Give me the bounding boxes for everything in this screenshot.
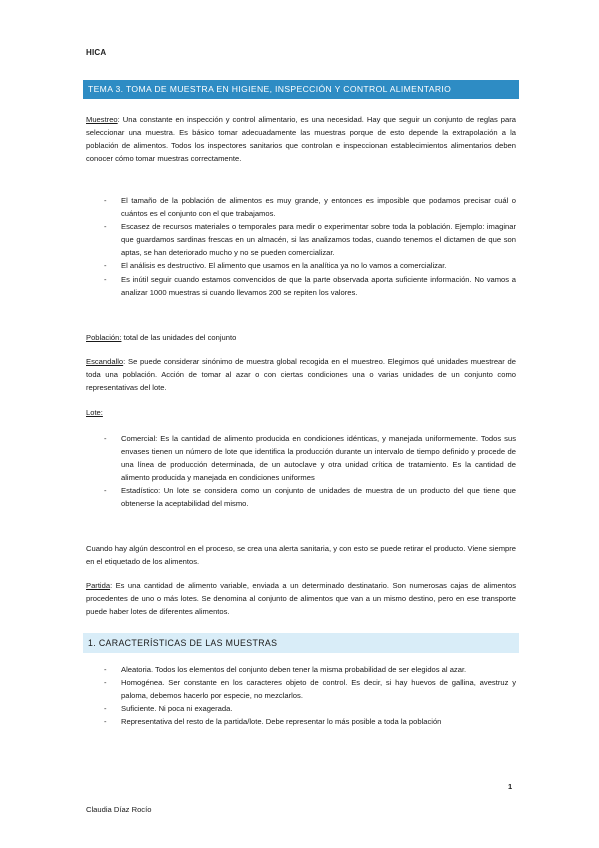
list-item-text: Escasez de recursos materiales o temporales para medir o experimentar sobre toda la población. Ejemplo: imaginar que guardamos sardinas frescas en un almacén, si las analizamos todas, cuando tenemos el dictamen de que son aptas, se han deteriorado mucho y no se pueden comercializar. — [121, 222, 516, 258]
list-item-text: Suficiente. Ni poca ni exagerada. — [121, 704, 233, 714]
poblacion-definition: total de las unidades del conjunto — [121, 333, 237, 342]
poblacion-term: Población: — [86, 333, 122, 342]
lote-term: Lote: — [86, 408, 103, 417]
dash-bullet: - — [104, 434, 107, 443]
dash-bullet: - — [104, 704, 107, 714]
muestreo-paragraph — [86, 113, 516, 165]
list-item-text: Homogénea. Ser constante en los caracteres objeto de control. Es decir, si hay huevos de gallina, avestruz y paloma, debemos hacerlo por especie, no mezclarlos. — [121, 678, 516, 701]
characteristics-list — [86, 663, 516, 728]
list-item-text: Representativa del resto de la partida/lote. Debe representar lo más posible a toda la población — [121, 717, 442, 727]
muestreo-reasons-list — [86, 194, 516, 299]
descontrol-paragraph: Cuando hay algún descontrol en el proceso, se crea una alerta sanitaria, y con esto se puede retirar el producto. Viene siempre en el etiquetado de los alimentos. — [86, 544, 516, 567]
partida-definition: : Es una cantidad de alimento variable, enviada a un determinado destinatario. Son numerosas cajas de alimentos procedentes de uno o más lotes. Se denomina al conjunto de alimentos que van a un mismo destino, pero en ese transporte puede haber lotes de diferentes alimentos. — [86, 581, 516, 617]
poblacion-paragraph — [86, 331, 516, 344]
partida-term: Partida — [86, 581, 111, 590]
dash-bullet: - — [104, 717, 107, 727]
footer-author: Claudia Díaz Rocío — [86, 805, 152, 814]
list-item-text: Estadístico: Un lote se considera como un conjunto de unidades de muestra de un producto del que tiene que obtenerse la aceptabilidad del mismo. — [121, 486, 516, 509]
escandallo-definition: : Se puede considerar sinónimo de muestra global recogida en el muestreo. Elegimos qué unidades muestrear de toda una población. Acción de tomar al azar o con ciertas condiciones una o varias unidades de un conjunto como representativas del lote. — [86, 357, 516, 393]
dash-bullet: - — [104, 665, 107, 674]
page-number: 1 — [508, 782, 513, 791]
dash-bullet: - — [104, 261, 107, 271]
list-item — [86, 484, 516, 510]
list-item — [86, 194, 516, 220]
list-item — [86, 715, 516, 728]
dash-bullet: - — [104, 196, 107, 205]
list-item — [86, 273, 516, 299]
chapter-title: TEMA 3. TOMA DE MUESTRA EN HIGIENE, INSPECCIÓN Y CONTROL ALIMENTARIO — [83, 80, 519, 99]
list-item-text: Comercial: Es la cantidad de alimento producida en condiciones idénticas, y manejada uniformemente. Todos sus envases tienen un número de lote que identifica la producción durante un intervalo de tiempo definido y procede de una línea de producción determinada, de un autoclave y otra unidad crítica de tratamiento. Es la cantidad de alimento producida y manejada en condiciones uniformes — [121, 434, 516, 483]
list-item — [86, 432, 516, 484]
lote-list — [86, 432, 516, 511]
escandallo-paragraph — [86, 355, 516, 394]
muestreo-term: Muestreo — [86, 115, 118, 124]
dash-bullet: - — [104, 274, 107, 284]
list-item — [86, 676, 516, 702]
section-heading: 1. CARACTERÍSTICAS DE LAS MUESTRAS — [83, 633, 519, 653]
lote-heading — [86, 406, 516, 419]
list-item — [86, 220, 516, 259]
partida-paragraph — [86, 579, 516, 618]
page-header: HICA — [86, 48, 107, 57]
dash-bullet: - — [104, 486, 107, 496]
dash-bullet: - — [104, 678, 107, 688]
muestreo-definition: : Una constante en inspección y control alimentario, es una necesidad. Hay que seguir un conjunto de reglas para seleccionar una muestra. Es básico tomar adecuadamente las muestras porque de esto depende la extrapolación a la población de alimentos. Todos los inspectores sanitarios que controlan e inspeccionan establecimientos alimentarios deben conocer cómo tomar muestras correctamente. — [86, 115, 516, 164]
list-item-text: Aleatoria. Todos los elementos del conjunto deben tener la misma probabilidad de ser elegidos al azar. — [121, 665, 467, 674]
dash-bullet: - — [104, 222, 107, 232]
list-item-text: El análisis es destructivo. El alimento que usamos en la analítica ya no lo vamos a comercializar. — [121, 261, 447, 271]
list-item-text: Es inútil seguir cuando estamos convencidos de que la parte observada aporta suficiente información. No vamos a analizar 1000 muestras si cuando llevamos 200 se repiten los valores. — [121, 274, 516, 297]
list-item — [86, 663, 516, 676]
list-item — [86, 259, 516, 272]
escandallo-term: Escandallo — [86, 357, 124, 366]
list-item — [86, 702, 516, 715]
list-item-text: El tamaño de la población de alimentos es muy grande, y entonces es imposible que podamos precisar cuál o cuántos es el conjunto con el que trabajamos. — [121, 196, 516, 219]
